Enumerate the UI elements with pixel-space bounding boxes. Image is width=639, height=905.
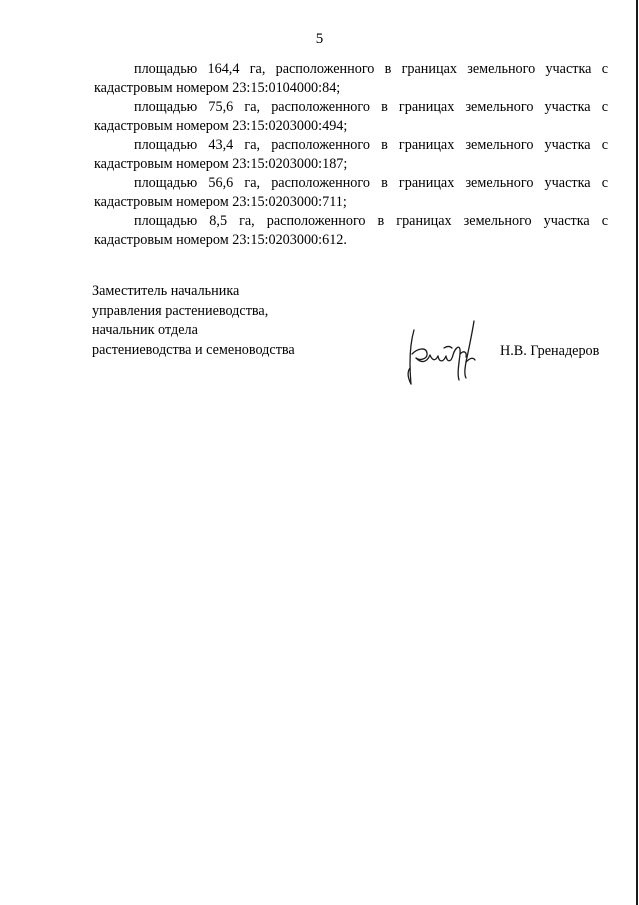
signer-position	[92, 282, 352, 360]
scan-edge-line	[636, 0, 638, 905]
position-line-1: Заместитель начальника	[92, 283, 240, 299]
signer-name: Н.В. Гренадеров	[500, 343, 600, 359]
parcel-paragraph-5: площадью 8,5 га, расположенного в границах земельного участка с кадастровым номером 23:15:0203000:612.	[94, 213, 608, 249]
parcel-paragraph-4: площадью 56,6 га, расположенного в границах земельного участка с кадастровым номером 23:15:0203000:711;	[94, 175, 608, 211]
position-line-3: начальник отдела	[92, 322, 198, 338]
position-line-4: растениеводства и семеноводства	[92, 341, 295, 358]
parcel-list	[94, 60, 608, 250]
parcel-paragraph-3: площадью 43,4 га, расположенного в границах земельного участка с кадастровым номером 23:15:0203000:187;	[94, 137, 608, 172]
parcel-paragraph-2: площадью 75,6 га, расположенного в границах земельного участка с кадастровым номером 23:15:0203000:494;	[94, 99, 608, 134]
position-line-2: управления растениеводства,	[92, 302, 269, 319]
handwritten-signature	[400, 318, 482, 390]
page-number: 5	[315, 31, 324, 47]
parcel-paragraph-1: площадью 164,4 га, расположенного в границах земельного участка с кадастровым номером 23:15:0104000:84;	[94, 61, 608, 96]
